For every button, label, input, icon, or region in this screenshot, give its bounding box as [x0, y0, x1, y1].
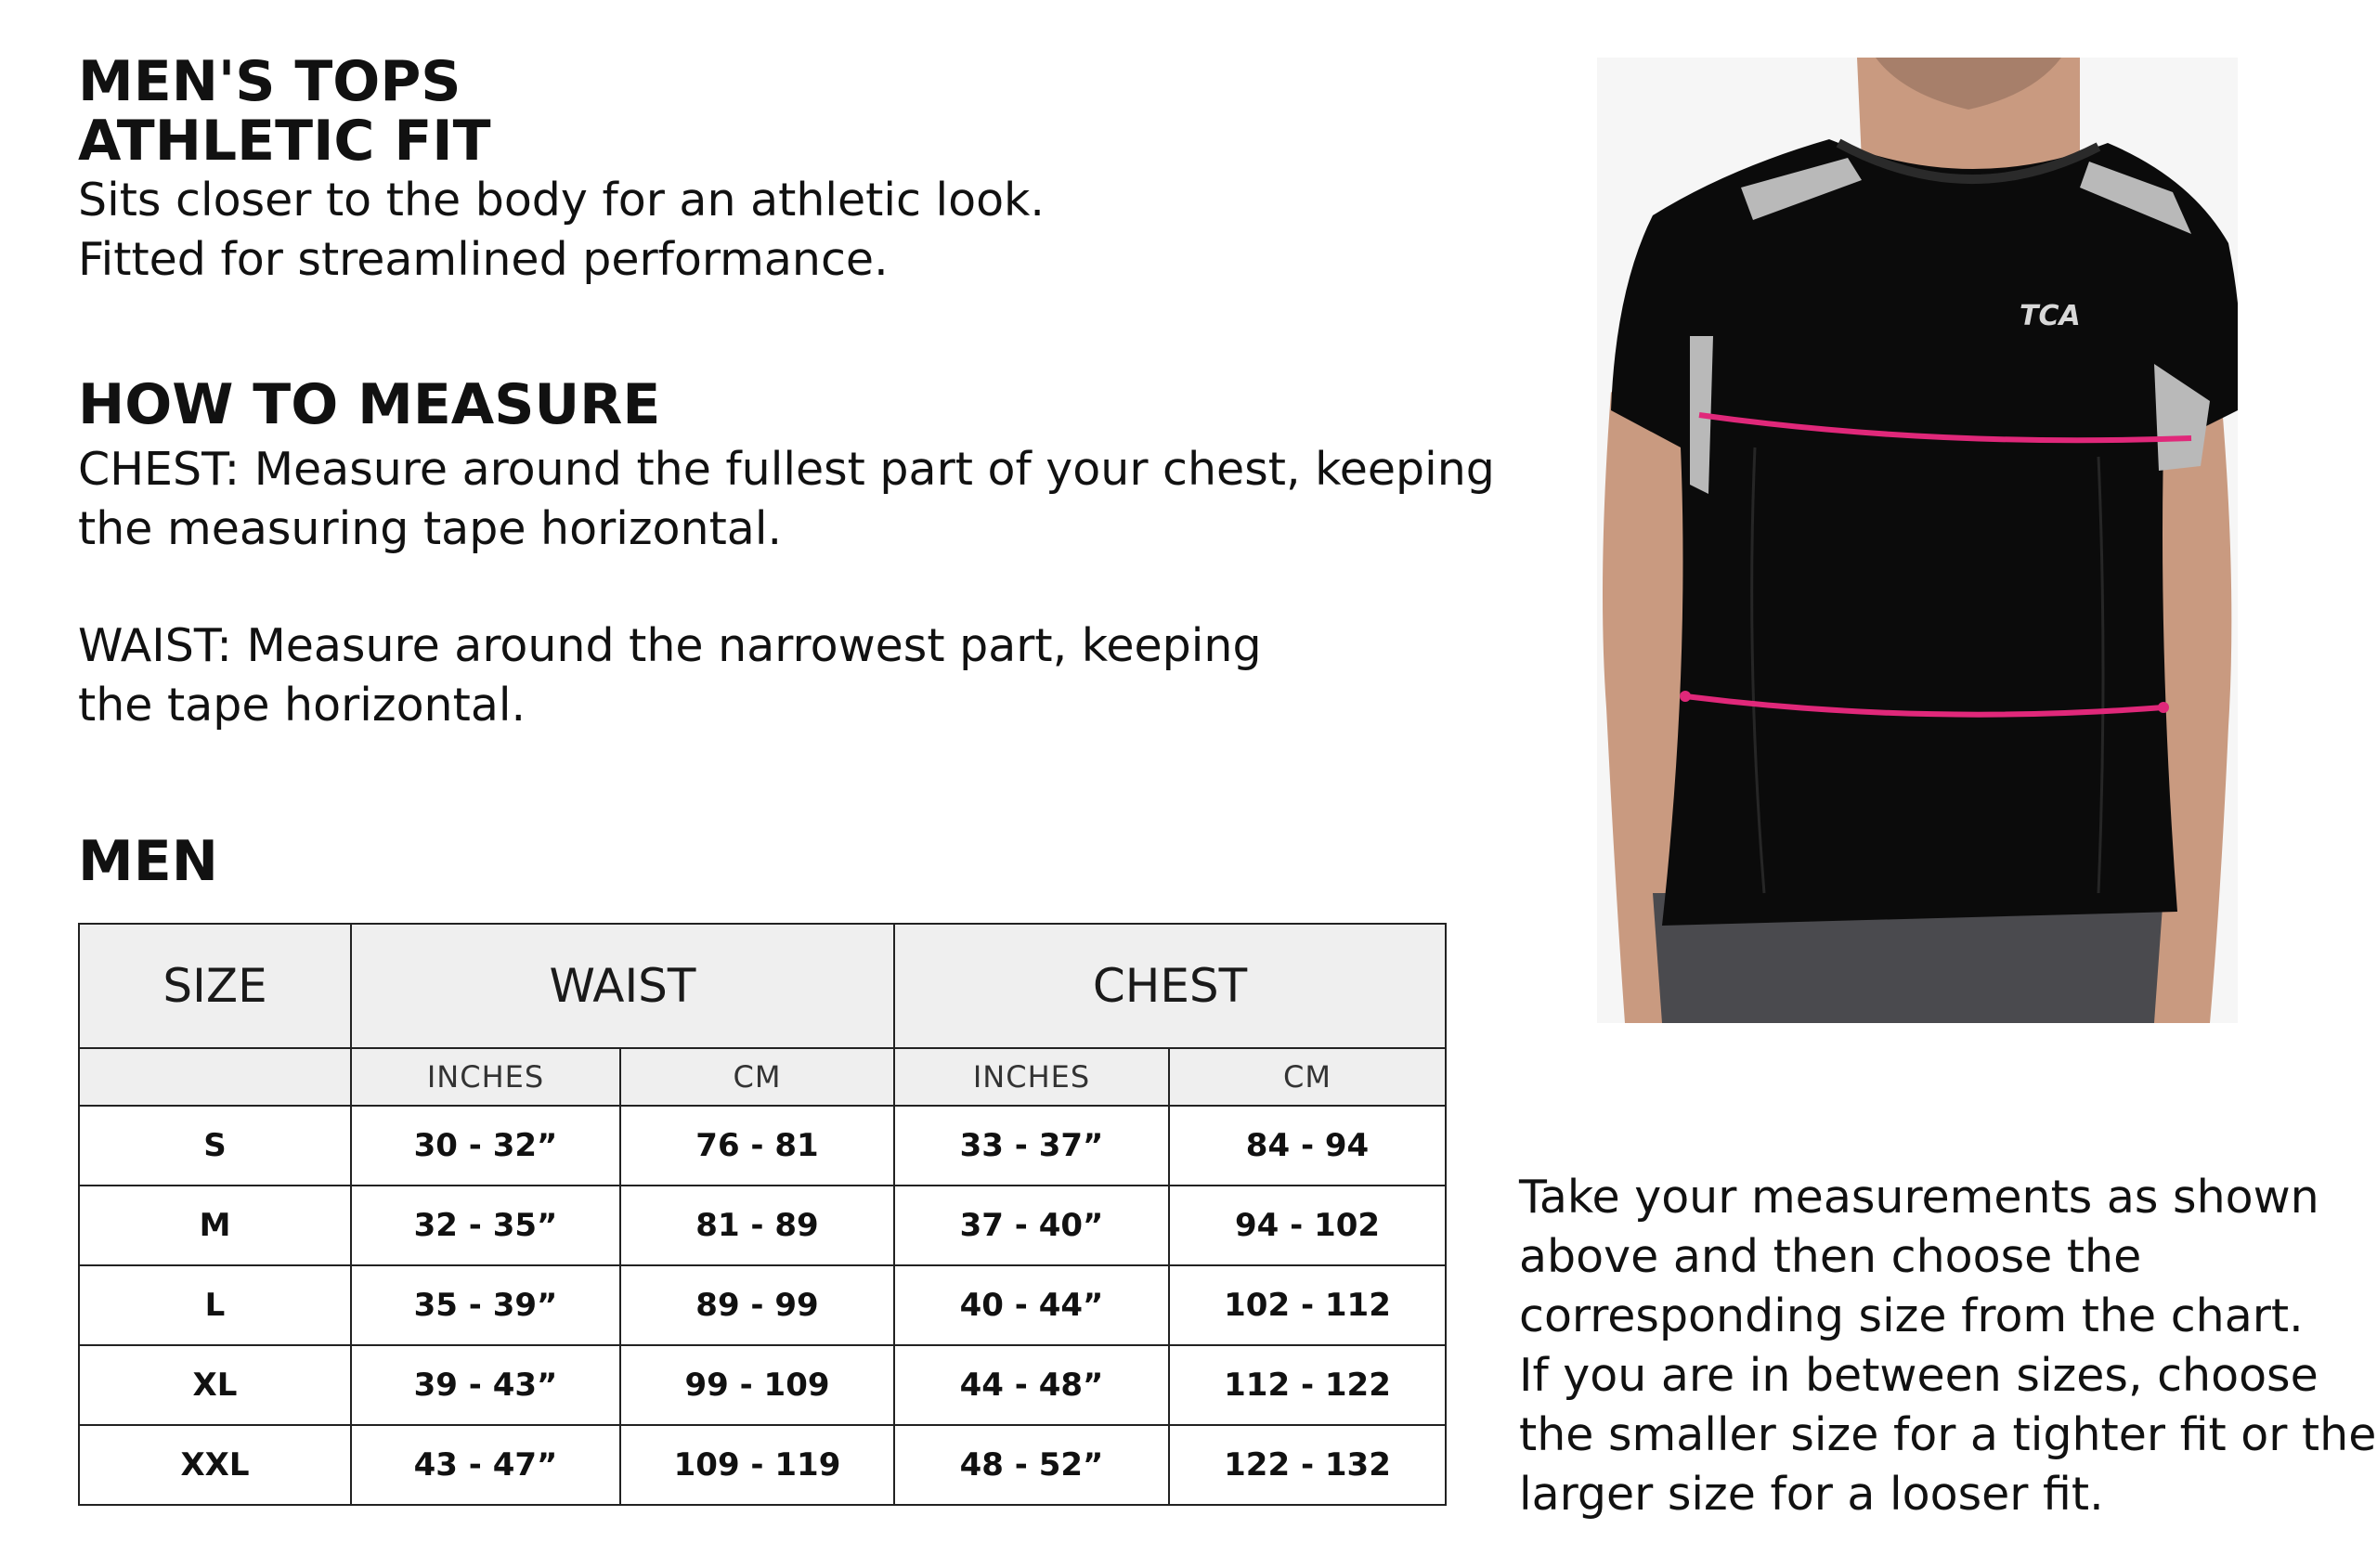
chest-inches-header: INCHES [894, 1048, 1169, 1106]
table-unit-row [79, 1048, 1446, 1106]
table-row [79, 1186, 1446, 1265]
size-cell: L [79, 1265, 351, 1345]
chest-inches-cell: 44 - 48” [894, 1345, 1169, 1425]
chest-cm-header: CM [1169, 1048, 1446, 1106]
waist-cm-cell: 89 - 99 [620, 1265, 894, 1345]
size-column-header: SIZE [79, 924, 351, 1048]
waist-cm-cell: 99 - 109 [620, 1345, 894, 1425]
size-cell: S [79, 1106, 351, 1186]
page-title [78, 49, 1045, 174]
fit-description [78, 171, 1045, 290]
title-line-2: ATHLETIC FIT [78, 109, 491, 174]
size-advice-note [1519, 1168, 2376, 1524]
waist-instructions-line-1: WAIST: Measure around the narrowest part, keeping [78, 619, 1262, 672]
waist-cm-cell: 76 - 81 [620, 1106, 894, 1186]
waist-inches-cell: 32 - 35” [351, 1186, 620, 1265]
shirt-body [1611, 139, 2238, 926]
unit-blank-cell [79, 1048, 351, 1106]
chest-instructions-line-1: CHEST: Measure around the fullest part of your chest, keeping [78, 443, 1495, 496]
how-to-measure-block [78, 372, 1495, 735]
waist-inches-cell: 39 - 43” [351, 1345, 620, 1425]
waist-cm-cell: 109 - 119 [620, 1425, 894, 1505]
waist-inches-cell: 43 - 47” [351, 1425, 620, 1505]
chest-cm-cell: 94 - 102 [1169, 1186, 1446, 1265]
fit-description-line-1: Sits closer to the body for an athletic look. [78, 174, 1046, 227]
table-row [79, 1265, 1446, 1345]
product-photo [1597, 58, 2238, 1023]
waist-inches-cell: 30 - 32” [351, 1106, 620, 1186]
chest-column-header: CHEST [894, 924, 1446, 1048]
note-line-3: corresponding size from the chart. [1519, 1289, 2304, 1342]
waist-cm-header: CM [620, 1048, 894, 1106]
waist-measure-end [2158, 702, 2169, 713]
size-cell: M [79, 1186, 351, 1265]
waist-measure-end [1680, 691, 1691, 702]
table-header-row [79, 924, 1446, 1048]
chest-inches-cell: 40 - 44” [894, 1265, 1169, 1345]
note-line-5: the smaller size for a tighter fit or the [1519, 1408, 2377, 1461]
note-line-4: If you are in between sizes, choose [1519, 1349, 2319, 1402]
note-line-6: larger size for a looser fit. [1519, 1468, 2104, 1521]
table-row [79, 1345, 1446, 1425]
tshirt-illustration [1597, 58, 2238, 1023]
chest-cm-cell: 112 - 122 [1169, 1345, 1446, 1425]
waist-instructions [78, 616, 1495, 735]
fit-description-line-2: Fitted for streamlined performance. [78, 233, 889, 286]
how-to-measure-title: HOW TO MEASURE [78, 372, 661, 437]
chest-cm-cell: 122 - 132 [1169, 1425, 1446, 1505]
chest-instructions [78, 440, 1495, 559]
chest-instructions-line-2: the measuring tape horizontal. [78, 502, 783, 555]
chest-cm-cell: 102 - 112 [1169, 1265, 1446, 1345]
chest-inches-cell: 37 - 40” [894, 1186, 1169, 1265]
title-line-1: MEN'S TOPS [78, 49, 461, 114]
size-cell: XL [79, 1345, 351, 1425]
waist-instructions-line-2: the tape horizontal. [78, 679, 526, 732]
header-block [78, 49, 1046, 290]
note-line-1: Take your measurements as shown [1519, 1171, 2319, 1224]
size-cell: XXL [79, 1425, 351, 1505]
men-section-title: MEN [78, 829, 218, 894]
chest-inches-cell: 48 - 52” [894, 1425, 1169, 1505]
waist-cm-cell: 81 - 89 [620, 1186, 894, 1265]
brand-logo: TCA [2020, 300, 2081, 332]
table-row [79, 1425, 1446, 1505]
waist-inches-header: INCHES [351, 1048, 620, 1106]
waist-inches-cell: 35 - 39” [351, 1265, 620, 1345]
size-chart-table [78, 923, 1447, 1506]
table-row [79, 1106, 1446, 1186]
chest-inches-cell: 33 - 37” [894, 1106, 1169, 1186]
chest-cm-cell: 84 - 94 [1169, 1106, 1446, 1186]
note-line-2: above and then choose the [1519, 1230, 2142, 1283]
waist-column-header: WAIST [351, 924, 894, 1048]
